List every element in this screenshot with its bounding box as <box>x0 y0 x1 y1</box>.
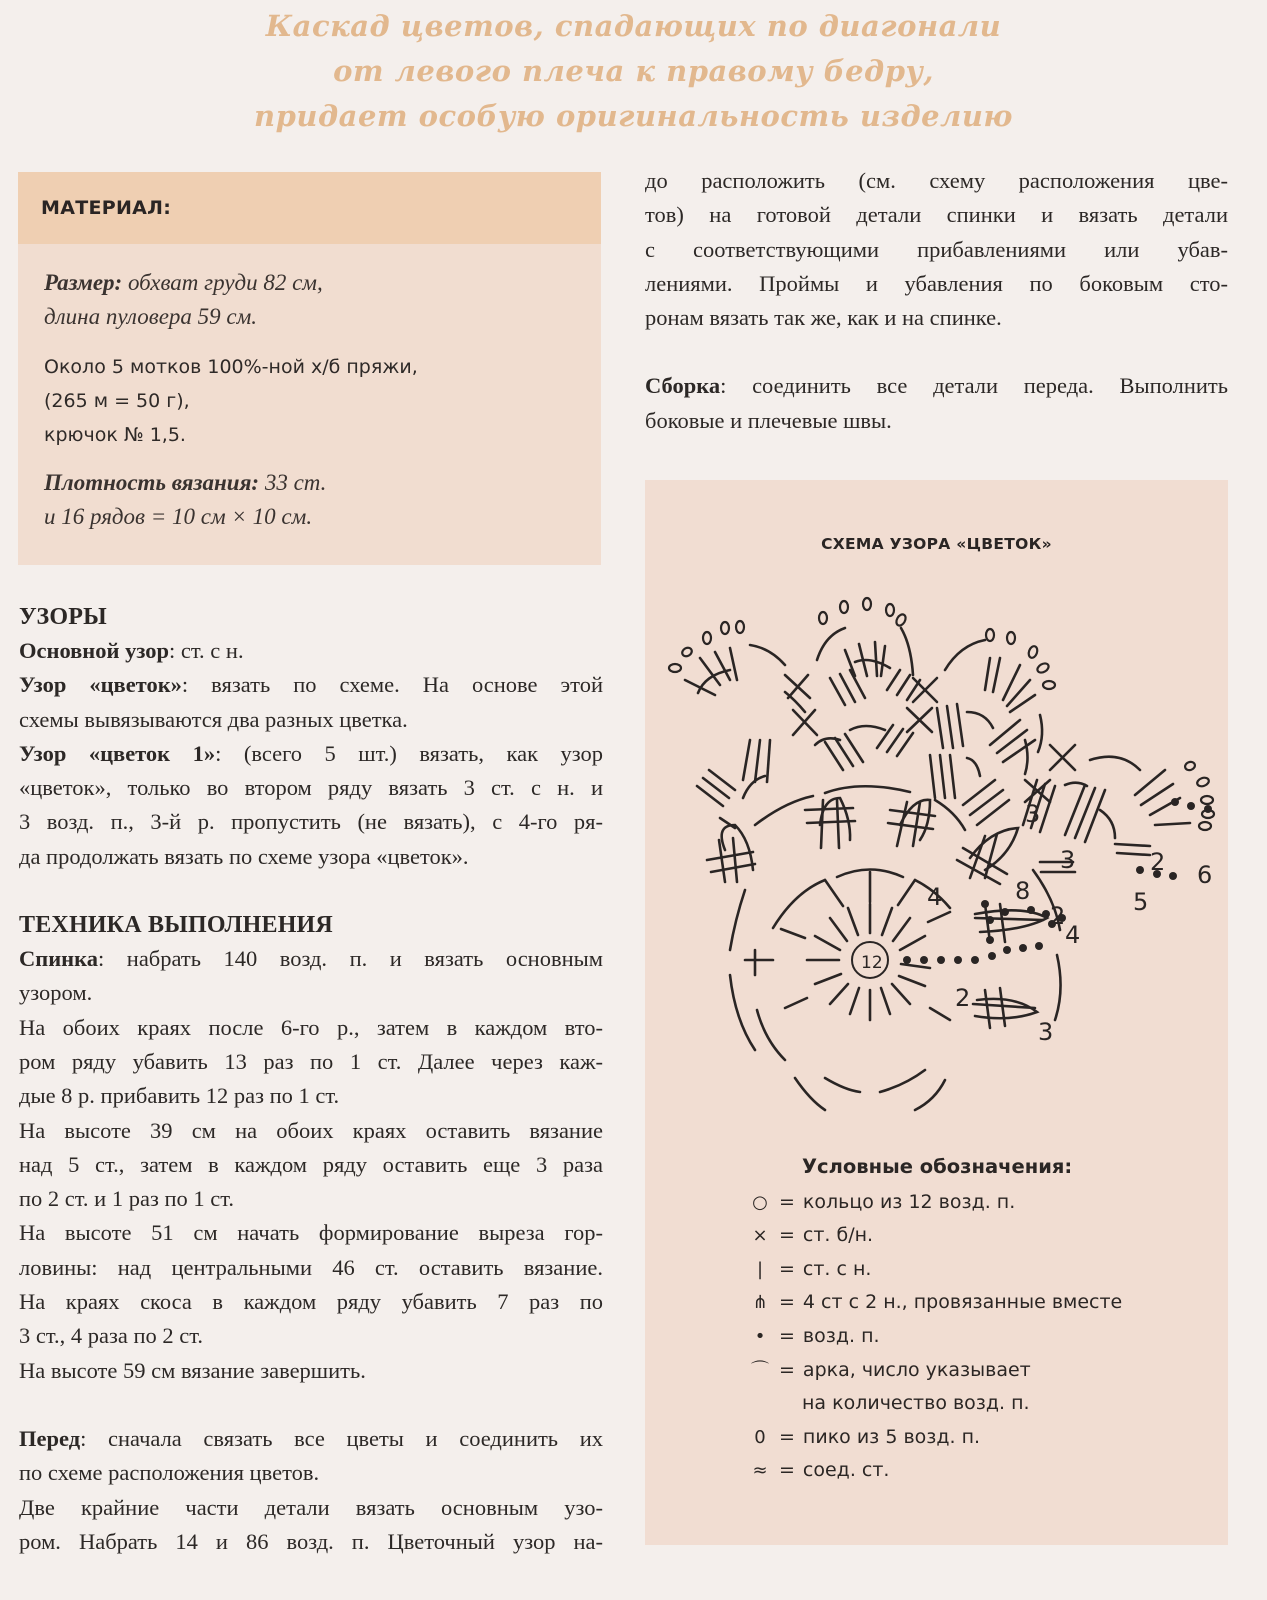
assembly-text: : соединить все детали переда. Выполнить <box>720 373 1228 399</box>
gauge-label: Плотность вязания: <box>44 470 260 495</box>
chart-number: 2 <box>1050 902 1066 930</box>
legend-text: кольцо из 12 возд. п. <box>802 1190 1016 1213</box>
front-text: лениями. Проймы и убавления по боковым сто- <box>645 270 1228 296</box>
size-paragraph <box>44 266 575 334</box>
crochet-chart-icon <box>645 480 1228 1120</box>
legend-item: ⋔ = 4 ст с 2 н., провязанные вместе <box>749 1286 1122 1320</box>
chart-center-number: 12 <box>861 953 883 973</box>
back-text: На высоте 59 см вязание завершить. <box>19 1357 366 1383</box>
patterns-heading: УЗОРЫ <box>19 604 107 630</box>
front-text: по схеме расположения цветов. <box>19 1460 320 1486</box>
legend-text: пико из 5 возд. п. <box>802 1425 981 1448</box>
chart-number: 3 <box>1025 800 1041 828</box>
chart-number: 4 <box>927 883 943 911</box>
size-label: Размер: <box>44 270 123 295</box>
legend-item: 0 = пико из 5 возд. п. <box>749 1421 1122 1455</box>
material-title: МАТЕРИАЛ: <box>41 197 172 219</box>
legend-text: соед. ст. <box>802 1459 890 1482</box>
basic-pattern-text: : ст. с н. <box>169 638 244 663</box>
flower-pattern-text: схемы вывязываются два разных цветка. <box>19 706 408 732</box>
picot-icon: 0 <box>754 1426 766 1448</box>
gauge-text: 33 ст. <box>259 470 327 495</box>
front-text: ронам вязать так же, как и на спинке. <box>645 305 1002 331</box>
flower1-pattern-text: да продолжать вязать по схеме узора «цветок». <box>19 843 469 869</box>
back-text: На высоте 51 см начать формирование выреза гор- <box>19 1220 603 1246</box>
back-text: дые 8 р. прибавить 12 раз по 1 ст. <box>19 1083 340 1109</box>
ring-icon: ○ <box>752 1191 768 1213</box>
legend-item: ⌒ = арка, число указывает <box>749 1354 1122 1388</box>
yarn-text: (265 м = 50 г), <box>44 390 190 412</box>
chart-number: 3 <box>1038 1018 1054 1046</box>
hook-text: крючок № 1,5. <box>44 424 186 446</box>
right-column <box>645 164 1228 438</box>
chart-number: 4 <box>1065 921 1081 949</box>
yarn-text: Около 5 мотков 100%-ной х/б пряжи, <box>44 356 418 378</box>
front-text: с соответствующими прибавлениями или убав- <box>645 236 1228 262</box>
back-text: узором. <box>19 980 93 1006</box>
single-crochet-icon: × <box>752 1225 768 1247</box>
flower1-pattern-text: «цветок», только во втором ряду вязать 3 ст. с н. и <box>19 775 603 801</box>
chart-number: 6 <box>1197 861 1213 889</box>
headline-line: от левого плеча к правому бедру, <box>333 54 934 88</box>
back-text: 3 ст., 4 раза по 2 ст. <box>19 1323 204 1349</box>
flower1-pattern-label: Узор «цветок 1» <box>19 740 216 766</box>
flower1-pattern-text: 3 возд. п., 3-й р. пропустить (не вязать), с 4-го ря- <box>19 809 603 835</box>
legend-item: ○ = кольцо из 12 возд. п. <box>749 1186 1122 1220</box>
legend-text: арка, число указывает <box>802 1358 1031 1381</box>
yarn-paragraph <box>44 350 575 452</box>
flower-chart-box <box>645 480 1228 1545</box>
technique-heading: ТЕХНИКА ВЫПОЛНЕНИЯ <box>19 912 333 939</box>
material-box <box>18 172 601 565</box>
chain-icon: • <box>754 1325 766 1347</box>
back-text: ром ряду убавить 13 раз по 1 ст. Далее через каж- <box>19 1048 603 1074</box>
size-text: длина пуловера 59 см. <box>44 304 258 329</box>
chart-number: 2 <box>955 984 971 1012</box>
basic-pattern-label: Основной узор <box>19 638 170 663</box>
chart-title: СХЕМА УЗОРА «ЦВЕТОК» <box>821 535 1052 553</box>
legend-title: Условные обозначения: <box>802 1155 1073 1178</box>
headline-line: придает особую оригинальность изделию <box>254 99 1013 133</box>
front-text: ром. Набрать 14 и 86 возд. п. Цветочный узор на- <box>19 1528 603 1554</box>
chart-number: 5 <box>1133 888 1149 916</box>
back-text: На краях скоса в каждом ряду убавить 7 раз по <box>19 1289 603 1315</box>
legend-item: • = возд. п. <box>749 1320 1122 1354</box>
front-text: до расположить (см. схему расположения цве- <box>645 168 1228 193</box>
flower-pattern-text: : вязать по схеме. На основе этой <box>181 672 604 698</box>
flower-pattern-label: Узор «цветок» <box>19 672 182 698</box>
headline-line: Каскад цветов, спадающих по диагонали <box>265 9 1002 43</box>
legend-text: ст. б/н. <box>802 1224 874 1247</box>
legend-text: на количество возд. п. <box>802 1392 1030 1415</box>
gauge-text: и 16 рядов = 10 см × 10 см. <box>44 504 313 529</box>
legend-item: × = ст. б/н. <box>749 1219 1122 1253</box>
chart-number: 2 <box>1150 848 1166 876</box>
front-text: тов) на готовой детали спинки и вязать детали <box>645 202 1228 228</box>
assembly-text: боковые и плечевые швы. <box>645 407 892 433</box>
material-body <box>18 244 601 534</box>
back-text: На высоте 39 см на обоих краях оставить вязание <box>19 1117 603 1143</box>
arc-icon: ⌒ <box>751 1359 769 1381</box>
flower1-pattern-text: : (всего 5 шт.) вязать, как узор <box>215 740 603 766</box>
back-text: ловины: над центральными 46 ст. оставить вязание. <box>19 1254 603 1280</box>
back-text: На обоих краях после 6-го р., затем в каждом вто- <box>19 1014 603 1040</box>
front-text: : сначала связать все цветы и соединить их <box>80 1425 603 1451</box>
chart-number: 3 <box>1060 846 1076 874</box>
back-text: над 5 ст., затем в каждом ряду оставить еще 3 раза <box>19 1151 603 1177</box>
legend-text: ст. с н. <box>802 1257 872 1280</box>
legend-text: 4 ст с 2 н., провязанные вместе <box>802 1291 1123 1314</box>
front-text: Две крайние части детали вязать основным узо- <box>19 1494 603 1520</box>
double-crochet-icon: | <box>756 1258 764 1280</box>
left-column <box>19 600 603 1559</box>
page-headline <box>0 4 1267 139</box>
chart-number: 8 <box>1015 877 1031 905</box>
chart-legend <box>749 1150 1122 1488</box>
back-label: Спинка <box>19 946 99 972</box>
material-header <box>18 172 601 244</box>
assembly-label: Сборка <box>645 373 721 399</box>
back-text: по 2 ст. и 1 раз по 1 ст. <box>19 1186 235 1212</box>
slip-stitch-icon: ≈ <box>752 1460 768 1482</box>
cluster-icon: ⋔ <box>752 1292 768 1314</box>
gauge-paragraph <box>44 466 575 534</box>
legend-text: возд. п. <box>802 1324 880 1347</box>
legend-item: ≈ = соед. ст. <box>749 1454 1122 1488</box>
size-text: обхват груди 82 см, <box>122 270 323 295</box>
front-label: Перед <box>19 1425 81 1451</box>
back-text: : набрать 140 возд. п. и вязать основным <box>98 946 603 972</box>
legend-item: | = ст. с н. <box>749 1253 1122 1287</box>
